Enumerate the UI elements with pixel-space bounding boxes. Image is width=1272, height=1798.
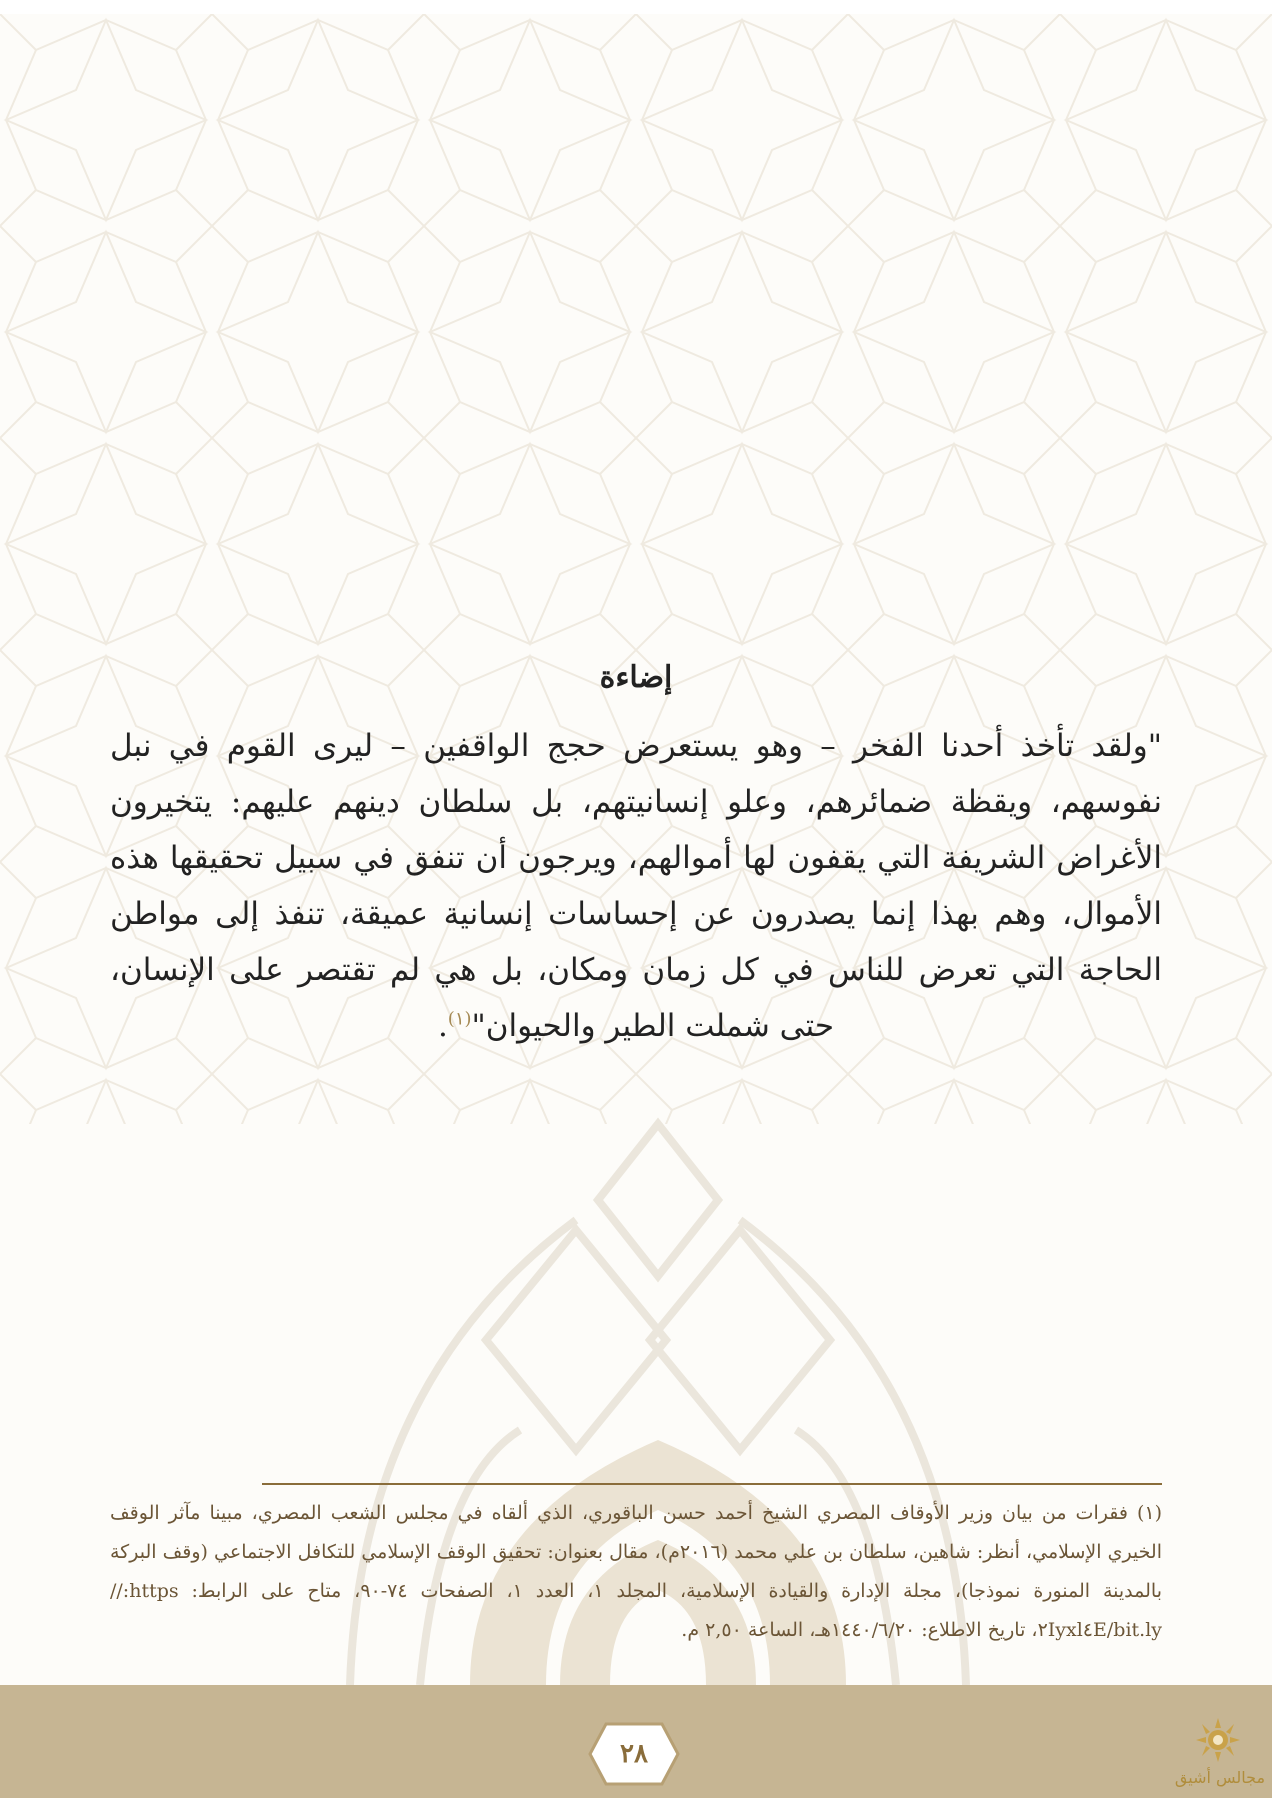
brand-logo-icon — [1190, 1718, 1246, 1762]
top-strip — [0, 0, 1272, 14]
quote-end: . — [437, 1008, 448, 1044]
footnote-text: (١) فقرات من بيان وزير الأوقاف المصري الشيخ أحمد حسن الباقوري، الذي ألقاه في مجلس الشعب المصري، مبينا مآثر الوقف الخيري الإسلامي، أنظر: شاهين، سلطان بن علي محمد (٢٠١٦م)، مقال بعنوان: تحقيق الوقف الإسلامي للتكافل الاجتماعي (وقف البركة بالمدينة المنورة نموذجا)، مجلة الإدارة والقيادة الإسلامية، المجلد ١، العدد ١، الصفحات ٧٤-٩٠، متاح على الرابط: https:// ٢Iyxl٤E/bit.ly، تاريخ الاطلاع: ١٤٤٠/٦/٢٠هـ، الساعة ٢,٥٠ م. — [110, 1502, 1162, 1641]
page-number: ٢٨ — [620, 1739, 648, 1769]
quote-text: "ولقد تأخذ أحدنا الفخر – وهو يستعرض حجج الواقفين – ليرى القوم في نبل نفوسهم، ويقظة ضمائرهم، وعلو إنسانيتهم، بل سلطان دينهم عليهم: يتخيرون الأغراض الشريفة التي يقفون لها أموالهم، ويرجون أن تنفق في سبيل تحقيقها هذه الأموال، وهم بهذا إنما يصدرون عن إحساسات إنسانية عميقة، تنفذ إلى مواطن الحاجة التي تعرض للناس في كل زمان ومكان، بل هي لم تقتصر على الإنسان، حتى شملت الطير والحيوان" — [110, 728, 1162, 1044]
section-heading: إضاءة — [599, 660, 673, 695]
quote-paragraph — [110, 718, 1162, 1054]
brand-name: مجالس أشيق — [1174, 1768, 1266, 1787]
footnote-reference: (١) — [447, 1008, 472, 1030]
footnote-divider — [262, 1483, 1162, 1485]
